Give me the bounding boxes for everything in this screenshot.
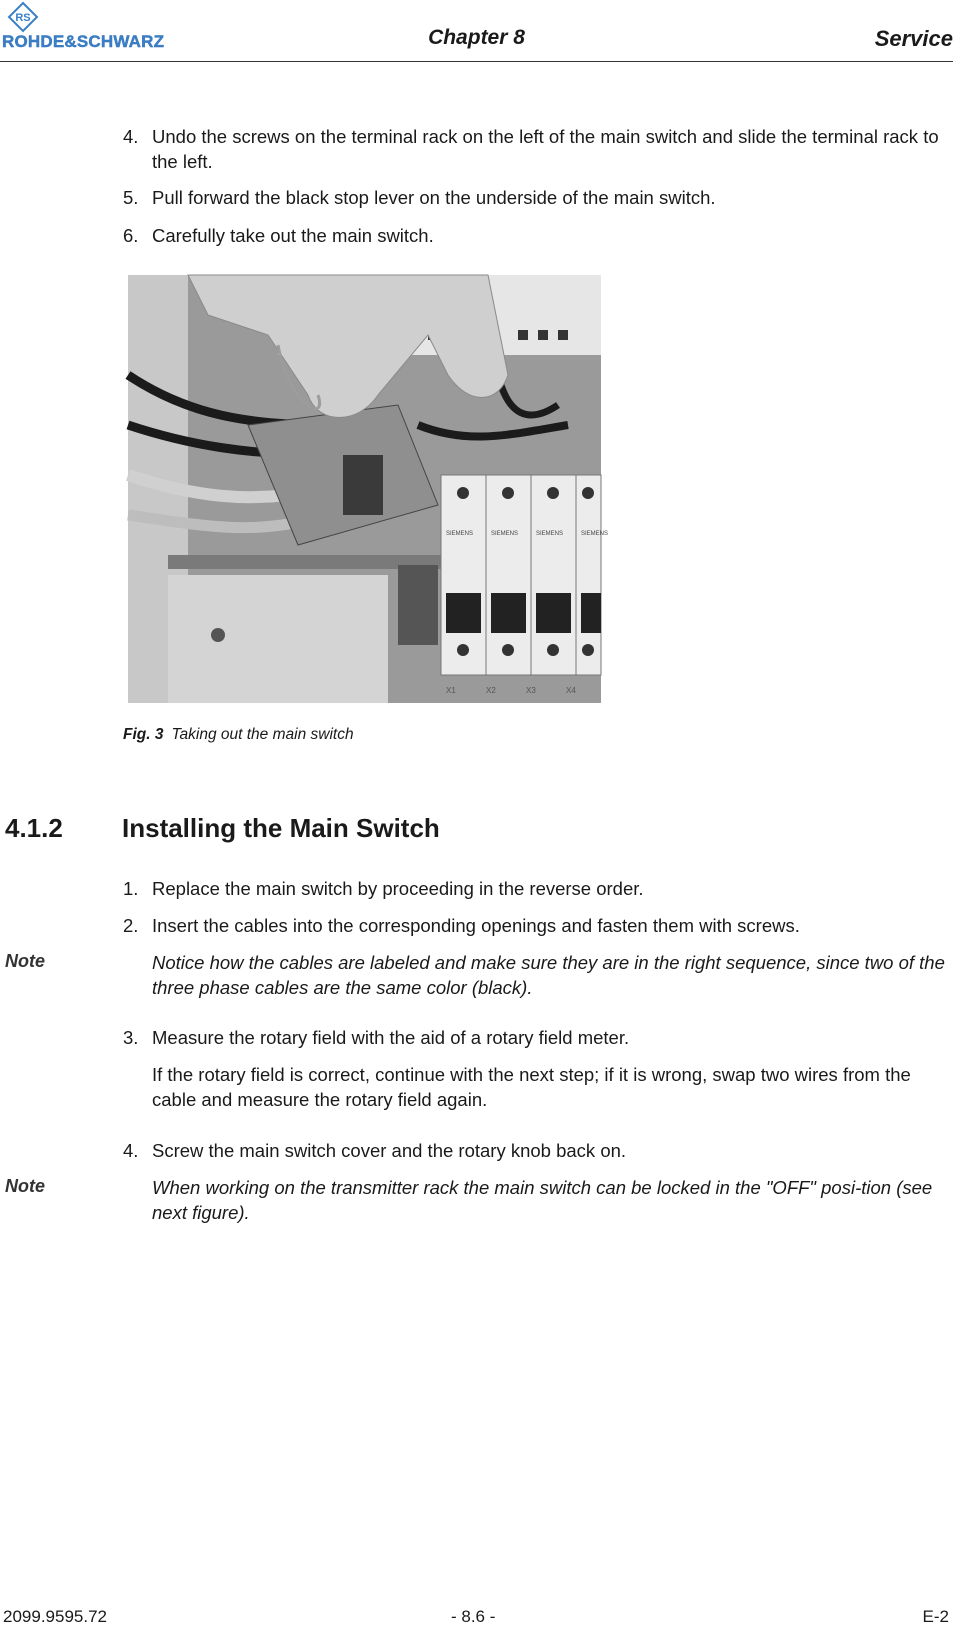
svg-text:SIEMENS: SIEMENS <box>491 531 519 537</box>
step-number: 4. <box>123 1140 139 1161</box>
svg-text:RS: RS <box>15 12 31 24</box>
step-item <box>123 185 949 210</box>
figure-caption-text: Taking out the main switch <box>171 726 354 743</box>
step-text: Undo the screws on the terminal rack on the left of the main switch and slide the terminal rack to the left. <box>152 126 939 172</box>
svg-text:SIEMENS: SIEMENS <box>536 531 564 537</box>
doc-number: 2099.9595.72 <box>3 1607 107 1626</box>
step-item <box>123 124 949 174</box>
step-number: 1. <box>123 878 139 899</box>
section-heading-title: Installing the Main Switch <box>122 813 440 843</box>
step-number: 4. <box>123 126 139 147</box>
section-title: Service <box>874 26 953 51</box>
note-text: When working on the transmitter rack the main switch can be locked in the "OFF" posi-tion (see next figure). <box>152 1177 933 1223</box>
svg-text:X2: X2 <box>486 686 496 695</box>
section-number: 4.1.2 <box>5 813 63 843</box>
step-item <box>123 1138 949 1163</box>
step-text: Insert the cables into the corresponding openings and fasten them with screws. <box>152 915 800 936</box>
step-number: 5. <box>123 187 139 208</box>
step-text: Measure the rotary field with the aid of a rotary field meter. <box>152 1027 630 1048</box>
chapter-title: Chapter 8 <box>428 26 525 49</box>
note-label: Note <box>5 951 45 971</box>
step-number: 6. <box>123 225 139 246</box>
step-item <box>123 223 949 248</box>
svg-text:X3: X3 <box>526 686 536 695</box>
step-number: 3. <box>123 1027 139 1048</box>
main-switch-photo <box>128 275 609 703</box>
step-text: Screw the main switch cover and the rotary knob back on. <box>152 1140 627 1161</box>
page-number: - 8.6 - <box>451 1607 496 1626</box>
step-item <box>123 913 949 938</box>
svg-text:X1: X1 <box>446 686 456 695</box>
step-detail-paragraph: If the rotary field is correct, continue with the next step; if it is wrong, swap two wires from the cable and measure the rotary field again. <box>152 1064 911 1110</box>
svg-text:SIEMENS: SIEMENS <box>581 531 609 537</box>
step-item <box>123 876 949 901</box>
step-item <box>123 1025 949 1050</box>
svg-text:SIEMENS: SIEMENS <box>446 531 474 537</box>
page-header <box>0 0 953 64</box>
edition: E-2 <box>922 1607 949 1626</box>
step-text: Replace the main switch by proceeding in the reverse order. <box>152 878 644 899</box>
section-heading <box>5 813 440 844</box>
step-text: Carefully take out the main switch. <box>152 225 434 246</box>
figure-label: Fig. 3 <box>123 726 164 743</box>
figure-caption <box>123 726 354 744</box>
note-text: Notice how the cables are labeled and make sure they are in the right sequence, since two of the three phase cables are the same color (black). <box>152 952 945 998</box>
svg-text:X4: X4 <box>566 686 576 695</box>
step-number: 2. <box>123 915 139 936</box>
step-text: Pull forward the black stop lever on the underside of the main switch. <box>152 187 716 208</box>
note-label: Note <box>5 1176 45 1196</box>
logo-wordmark: ROHDE&SCHWARZ <box>2 32 165 51</box>
header-divider <box>0 61 953 62</box>
